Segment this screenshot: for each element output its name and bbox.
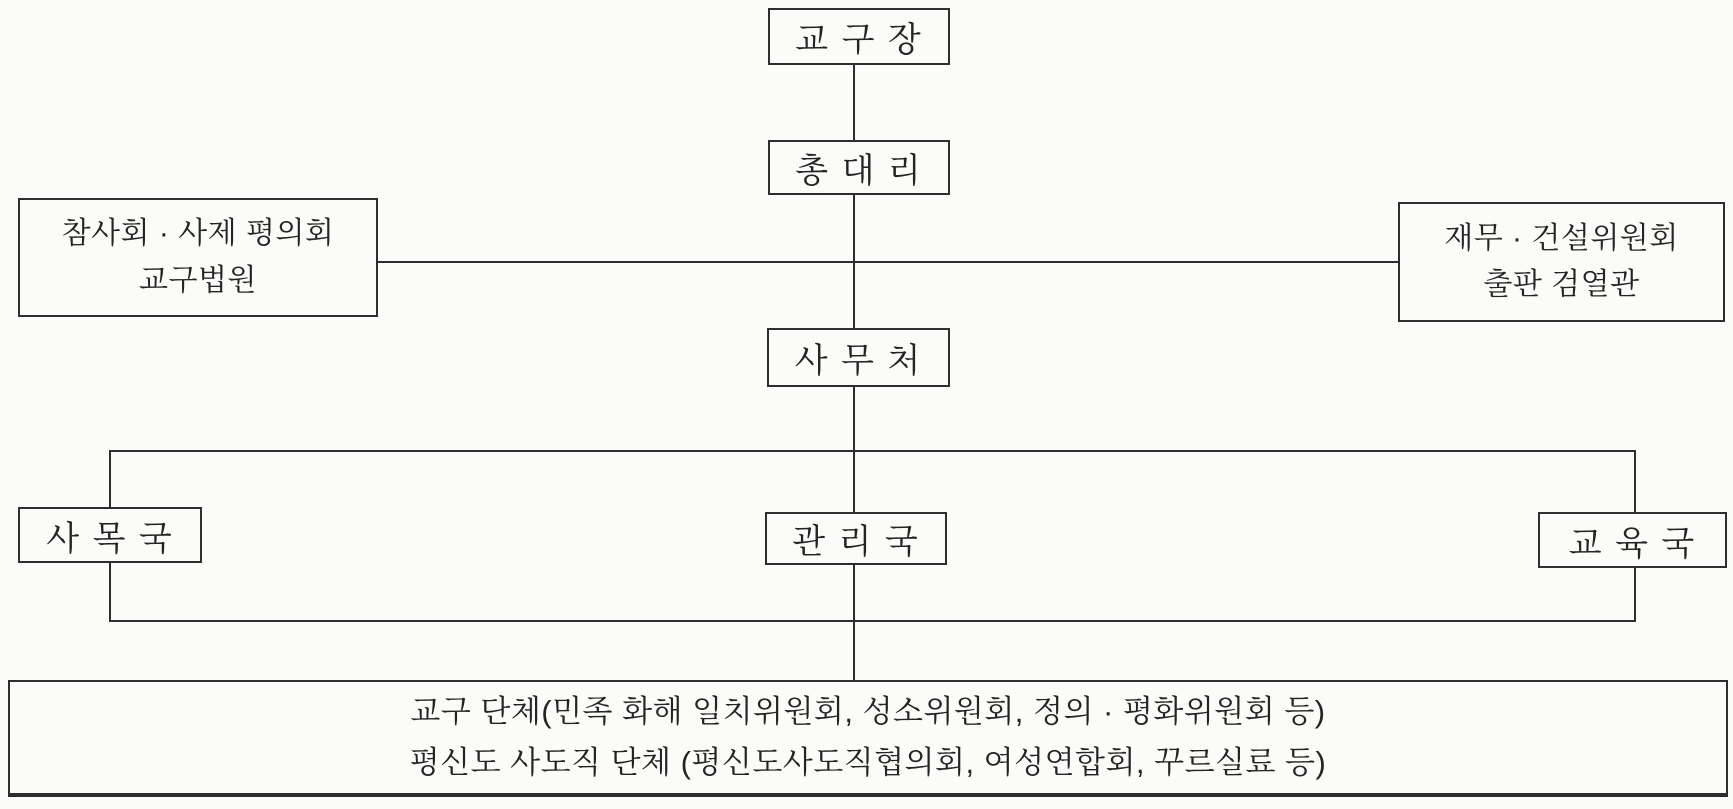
node-organizations bbox=[8, 680, 1728, 797]
connector-upper-left-stub bbox=[109, 450, 111, 507]
organizations-line1: 교구 단체(민족 화해 일치위원회, 성소위원회, 정의 · 평화위원회 등) bbox=[410, 694, 1326, 730]
connector-head-vicar bbox=[853, 65, 855, 140]
node-vicar-general bbox=[768, 140, 950, 195]
priest-council-line2: 교구법원 bbox=[139, 263, 257, 297]
pastoral-bureau-label: 사 목 국 bbox=[46, 519, 174, 558]
vicar-general-label: 총 대 리 bbox=[795, 152, 923, 190]
node-pastoral-bureau bbox=[18, 507, 202, 563]
connector-upper-rail bbox=[109, 450, 1636, 452]
diocese-head-label: 교 구 장 bbox=[795, 21, 923, 59]
connector-upper-right-stub bbox=[1634, 450, 1636, 512]
finance-committee-line1: 재무 · 건설위원회 bbox=[1444, 221, 1679, 255]
node-education-bureau bbox=[1538, 512, 1727, 568]
node-admin-bureau bbox=[765, 512, 947, 565]
connector-admin-organizations bbox=[853, 565, 855, 680]
organizations-line2: 평신도 사도직 단체 (평신도사도직협의회, 여성연합회, 꾸르실료 등) bbox=[409, 744, 1327, 780]
connector-lower-rail bbox=[109, 620, 1636, 622]
secretariat-label: 사 무 처 bbox=[794, 342, 923, 380]
priest-council-line1: 참사회 · 사제 평의회 bbox=[61, 217, 335, 250]
node-finance-committee bbox=[1398, 202, 1725, 322]
node-priest-council bbox=[18, 198, 378, 317]
finance-committee-line2: 출판 검열관 bbox=[1483, 268, 1640, 301]
connector-lower-right-stub bbox=[1634, 568, 1636, 622]
connector-side-horizontal bbox=[378, 261, 1398, 263]
node-diocese-head bbox=[768, 8, 950, 65]
admin-bureau-label: 관 리 국 bbox=[792, 523, 920, 561]
education-bureau-label: 교 육 국 bbox=[1568, 524, 1697, 563]
node-secretariat bbox=[767, 328, 950, 387]
connector-lower-left-stub bbox=[109, 563, 111, 622]
